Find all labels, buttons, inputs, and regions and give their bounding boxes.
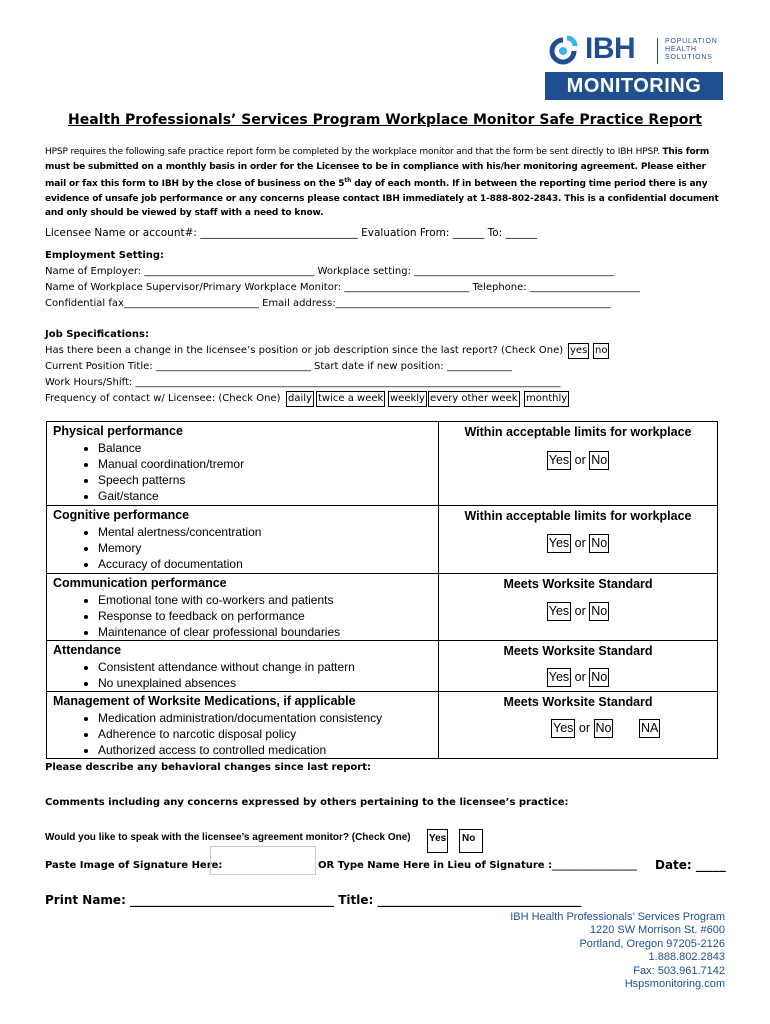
work-hours-line[interactable]: Work Hours/Shift: _____________________________________________________________________________________ xyxy=(45,377,561,388)
logo-tagline-line: POPULATION xyxy=(665,38,718,45)
date-label[interactable]: Date: _____ xyxy=(655,858,726,872)
physical-standard-cell xyxy=(439,422,718,506)
frequency-label: Frequency of contact w/ Licensee: (Check One) xyxy=(45,393,281,404)
yes-box[interactable]: Yes xyxy=(547,668,571,687)
list-item: • Speech patterns xyxy=(98,472,438,488)
or-label: or xyxy=(574,536,586,550)
list-item: • Accuracy of documentation xyxy=(98,556,438,572)
criteria-list xyxy=(53,524,438,572)
yes-box[interactable]: Yes xyxy=(547,602,571,621)
criteria-list xyxy=(53,659,438,691)
section-heading: Communication performance xyxy=(53,576,227,590)
supervisor-line[interactable]: Name of Workplace Supervisor/Primary Workplace Monitor: _________________________ Telephone: ______________________ xyxy=(45,282,640,293)
list-item: • No unexplained absences xyxy=(98,675,438,691)
frequency-every-other-week-box[interactable]: every other week xyxy=(428,391,520,407)
list-item: • Balance xyxy=(98,440,438,456)
signature-paste-label: Paste Image of Signature Here: xyxy=(45,860,223,871)
list-item: • Maintenance of clear professional boundaries xyxy=(98,624,438,640)
speak-question: Would you like to speak with the licensee’s agreement monitor? (Check One) xyxy=(45,832,411,843)
list-item: • Emotional tone with co-workers and patients xyxy=(98,592,438,608)
intro-sup: th xyxy=(344,177,352,184)
list-item: • Memory xyxy=(98,540,438,556)
or-label: or xyxy=(578,721,591,735)
performance-table xyxy=(46,421,718,759)
no-box[interactable]: No xyxy=(589,668,609,687)
no-box[interactable]: No xyxy=(589,451,609,470)
no-box[interactable]: No xyxy=(589,534,609,553)
intro-bold-b: day of each month. If in between the reporting time period there is any evidence of unsafe job performance or any concerns please contact IBH immediately at 1-888-802-2843. This is a confidential document and only should be viewed by staff with a need to know. xyxy=(45,179,719,218)
list-item: • Gait/stance xyxy=(98,488,438,504)
logo-tagline-line: HEALTH xyxy=(665,46,697,53)
frequency-twice-week-box[interactable]: twice a week xyxy=(316,391,385,407)
physical-performance-cell xyxy=(47,422,439,506)
footer-line: IBH Health Professionals’ Services Program xyxy=(510,911,725,923)
employment-heading: Employment Setting: xyxy=(45,250,165,261)
no-box[interactable]: No xyxy=(594,719,614,738)
no-box[interactable]: No xyxy=(589,602,609,621)
communication-standard-cell xyxy=(439,574,718,641)
signature-type-label[interactable]: OR Type Name Here in Lieu of Signature :_________________ xyxy=(318,860,638,871)
comments-prompt[interactable]: Comments including any concerns expressed by others pertaining to the licensee’s practice: xyxy=(45,797,569,808)
position-change-no-box[interactable]: no xyxy=(593,343,609,359)
logo-tagline xyxy=(665,38,718,62)
list-item: • Medication administration/documentation consistency xyxy=(98,710,438,726)
criteria-list xyxy=(53,710,438,758)
attendance-standard-cell xyxy=(439,641,718,692)
ibh-swirl-icon xyxy=(545,34,581,66)
criteria-list xyxy=(53,440,438,504)
yes-box[interactable]: Yes xyxy=(551,719,575,738)
section-heading: Cognitive performance xyxy=(53,508,190,522)
footer-line: 1220 SW Morrison St. #600 xyxy=(589,924,725,937)
logo-tagline-line: SOLUTIONS xyxy=(665,54,713,61)
attendance-cell xyxy=(47,641,439,692)
intro-lead: HPSP requires the following safe practice report form be completed by the workplace monitor and that the form be sent directly to IBH HPSP. xyxy=(45,147,663,157)
logo-top xyxy=(545,34,723,68)
employer-line[interactable]: Name of Employer: __________________________________ Workplace setting: ________________________________________ xyxy=(45,266,615,277)
speak-yes-box[interactable]: Yes xyxy=(427,829,448,853)
or-label: or xyxy=(574,453,586,467)
frequency-weekly-box[interactable]: weekly xyxy=(388,391,427,407)
list-item: • Mental alertness/concentration xyxy=(98,524,438,540)
list-item: • Response to feedback on performance xyxy=(98,608,438,624)
list-item: • Manual coordination/tremor xyxy=(98,456,438,472)
medications-standard-cell xyxy=(439,692,718,759)
logo-brand: IBH xyxy=(585,32,636,65)
list-item: • Consistent attendance without change in pattern xyxy=(98,659,438,675)
table-row xyxy=(47,641,718,692)
or-label: or xyxy=(574,604,586,618)
medications-cell xyxy=(47,692,439,759)
table-row xyxy=(47,692,718,759)
footer-address xyxy=(510,911,725,991)
section-heading: Management of Worksite Medications, if applicable xyxy=(53,694,356,708)
footer-line: Portland, Oregon 97205-2126 xyxy=(579,937,725,950)
ibh-logo xyxy=(545,34,723,100)
cognitive-standard-cell xyxy=(439,506,718,574)
standard-heading: Within acceptable limits for workplace xyxy=(464,509,692,523)
criteria-list xyxy=(53,592,438,640)
communication-performance-cell xyxy=(47,574,439,641)
table-row xyxy=(47,506,718,574)
yes-box[interactable]: Yes xyxy=(547,451,571,470)
yes-no-na-group xyxy=(439,719,717,738)
position-change-question: Has there been a change in the licensee’s position or job description since the last report? (Check One) xyxy=(45,345,564,356)
print-name-title-line[interactable]: Print Name: __________________________________ Title: __________________________________ xyxy=(45,893,582,907)
table-row xyxy=(47,574,718,641)
yes-no-group xyxy=(439,668,717,687)
logo-banner xyxy=(545,72,723,100)
yes-no-group xyxy=(439,602,717,621)
position-change-yes-box[interactable]: yes xyxy=(568,343,589,359)
standard-heading: Meets Worksite Standard xyxy=(503,695,653,709)
yes-no-group xyxy=(439,451,717,470)
intro-bold-a: This form must be submitted on a monthly basis in order for the Licensee to be in compliance with his/her monitoring agreement. Please either mail or fax this form to IBH by the close of business on the 5 xyxy=(45,147,710,189)
yes-no-group xyxy=(439,534,717,553)
licensee-line[interactable]: Licensee Name or account#: ______________________________ Evaluation From: ______ To: ______ xyxy=(45,227,538,239)
position-title-line[interactable]: Current Position Title: _______________________________ Start date if new position: _____________ xyxy=(45,361,512,372)
standard-heading: Meets Worksite Standard xyxy=(503,644,653,658)
section-heading: Physical performance xyxy=(53,424,183,438)
standard-heading: Within acceptable limits for workplace xyxy=(464,425,692,439)
na-box[interactable]: NA xyxy=(639,719,660,738)
yes-box[interactable]: Yes xyxy=(547,534,571,553)
job-heading: Job Specifications: xyxy=(45,329,149,340)
page-title: Health Professionals’ Services Program Workplace Monitor Safe Practice Report xyxy=(68,112,702,128)
footer-website-link[interactable]: Hspsmonitoring.com xyxy=(624,978,725,991)
or-label: or xyxy=(574,670,586,684)
footer-line: 1.888.802.2843 xyxy=(648,951,725,964)
footer-line: Fax: 503.961.7142 xyxy=(633,964,725,977)
fax-email-line[interactable]: Confidential fax___________________________ Email address:_______________________________________________________ xyxy=(45,298,611,309)
intro-paragraph xyxy=(45,145,727,221)
behavioral-changes-prompt[interactable]: Please describe any behavioral changes since last report: xyxy=(45,762,372,773)
frequency-monthly-box[interactable]: monthly xyxy=(524,391,569,407)
logo-divider xyxy=(657,38,658,64)
signature-image-field[interactable] xyxy=(210,846,316,875)
cognitive-performance-cell xyxy=(47,506,439,574)
standard-heading: Meets Worksite Standard xyxy=(503,577,653,591)
list-item: • Adherence to narcotic disposal policy xyxy=(98,726,438,742)
logo-banner-text: MONITORING xyxy=(566,75,702,97)
frequency-daily-box[interactable]: daily xyxy=(286,391,314,407)
section-heading: Attendance xyxy=(53,643,122,657)
list-item: • Authorized access to controlled medication xyxy=(98,742,438,758)
table-row xyxy=(47,422,718,506)
speak-no-box[interactable]: No xyxy=(459,829,483,853)
